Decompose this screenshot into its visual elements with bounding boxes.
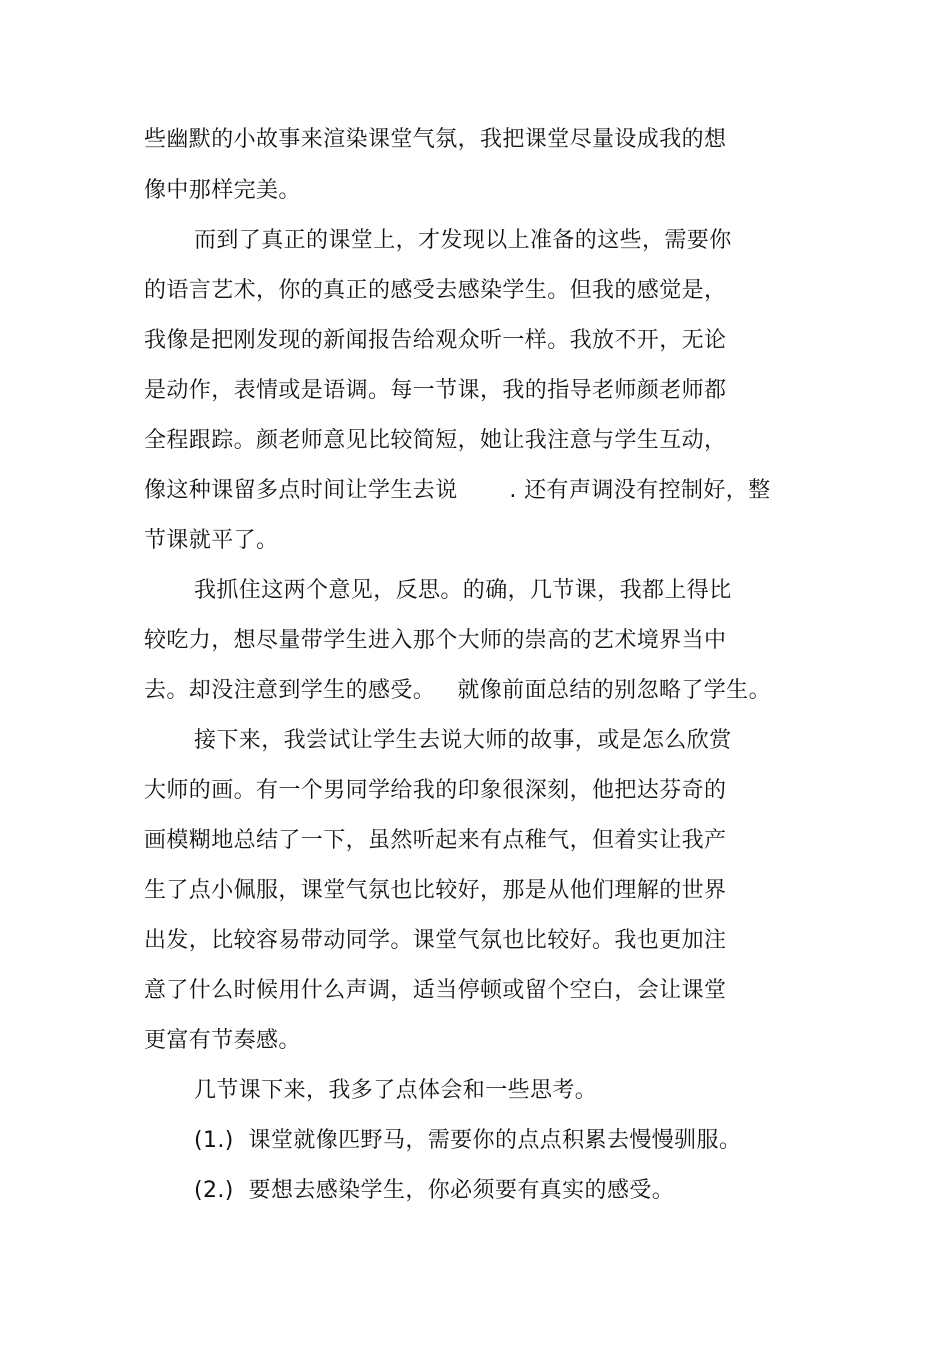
text-line: 去。却没注意到学生的感受。 就像前面总结的别忽略了学生。: [144, 678, 771, 703]
text-line: 像这种课留多点时间让学生去说 . 还有声调没有控制好，整: [144, 478, 771, 503]
text-line: 较吃力，想尽量带学生进入那个大师的崇高的艺术境界当中: [144, 628, 727, 653]
text-line: 像中那样完美。: [144, 178, 301, 203]
text-line: 更富有节奏感。: [144, 1028, 301, 1053]
paragraph-first-line: 而到了真正的课堂上，才发现以上准备的这些，需要你: [194, 228, 732, 253]
list-item-1: (1.) 课堂就像匹野马，需要你的点点积累去慢慢驯服。: [194, 1128, 742, 1153]
text-line: 我像是把刚发现的新闻报告给观众听一样。我放不开，无论: [144, 328, 727, 353]
paragraph-first-line: 几节课下来，我多了点体会和一些思考。: [194, 1078, 598, 1103]
text-line: 些幽默的小故事来渲染课堂气氛，我把课堂尽量设成我的想: [144, 127, 727, 152]
paragraph-first-line: 接下来，我尝试让学生去说大师的故事，或是怎么欣赏: [194, 728, 732, 753]
text-line: 全程跟踪。颜老师意见比较简短，她让我注意与学生互动，: [144, 428, 727, 453]
text-line: 意了什么时候用什么声调，适当停顿或留个空白，会让课堂: [144, 978, 727, 1003]
text-line: 出发，比较容易带动同学。课堂气氛也比较好。我也更加注: [144, 928, 727, 953]
text-line: 的语言艺术，你的真正的感受去感染学生。但我的感觉是，: [144, 278, 727, 303]
list-item-2: (2.) 要想去感染学生，你必须要有真实的感受。: [194, 1178, 675, 1203]
text-line: 画模糊地总结了一下，虽然听起来有点稚气，但着实让我产: [144, 828, 727, 853]
text-line: 大师的画。有一个男同学给我的印象很深刻，他把达芬奇的: [144, 778, 727, 803]
text-line: 节课就平了。: [144, 528, 279, 553]
paragraph-first-line: 我抓住这两个意见，反思。的确，几节课，我都上得比: [194, 578, 732, 603]
text-line: 是动作，表情或是语调。每一节课，我的指导老师颜老师都: [144, 378, 727, 403]
text-line: 生了点小佩服，课堂气氛也比较好，那是从他们理解的世界: [144, 878, 727, 903]
